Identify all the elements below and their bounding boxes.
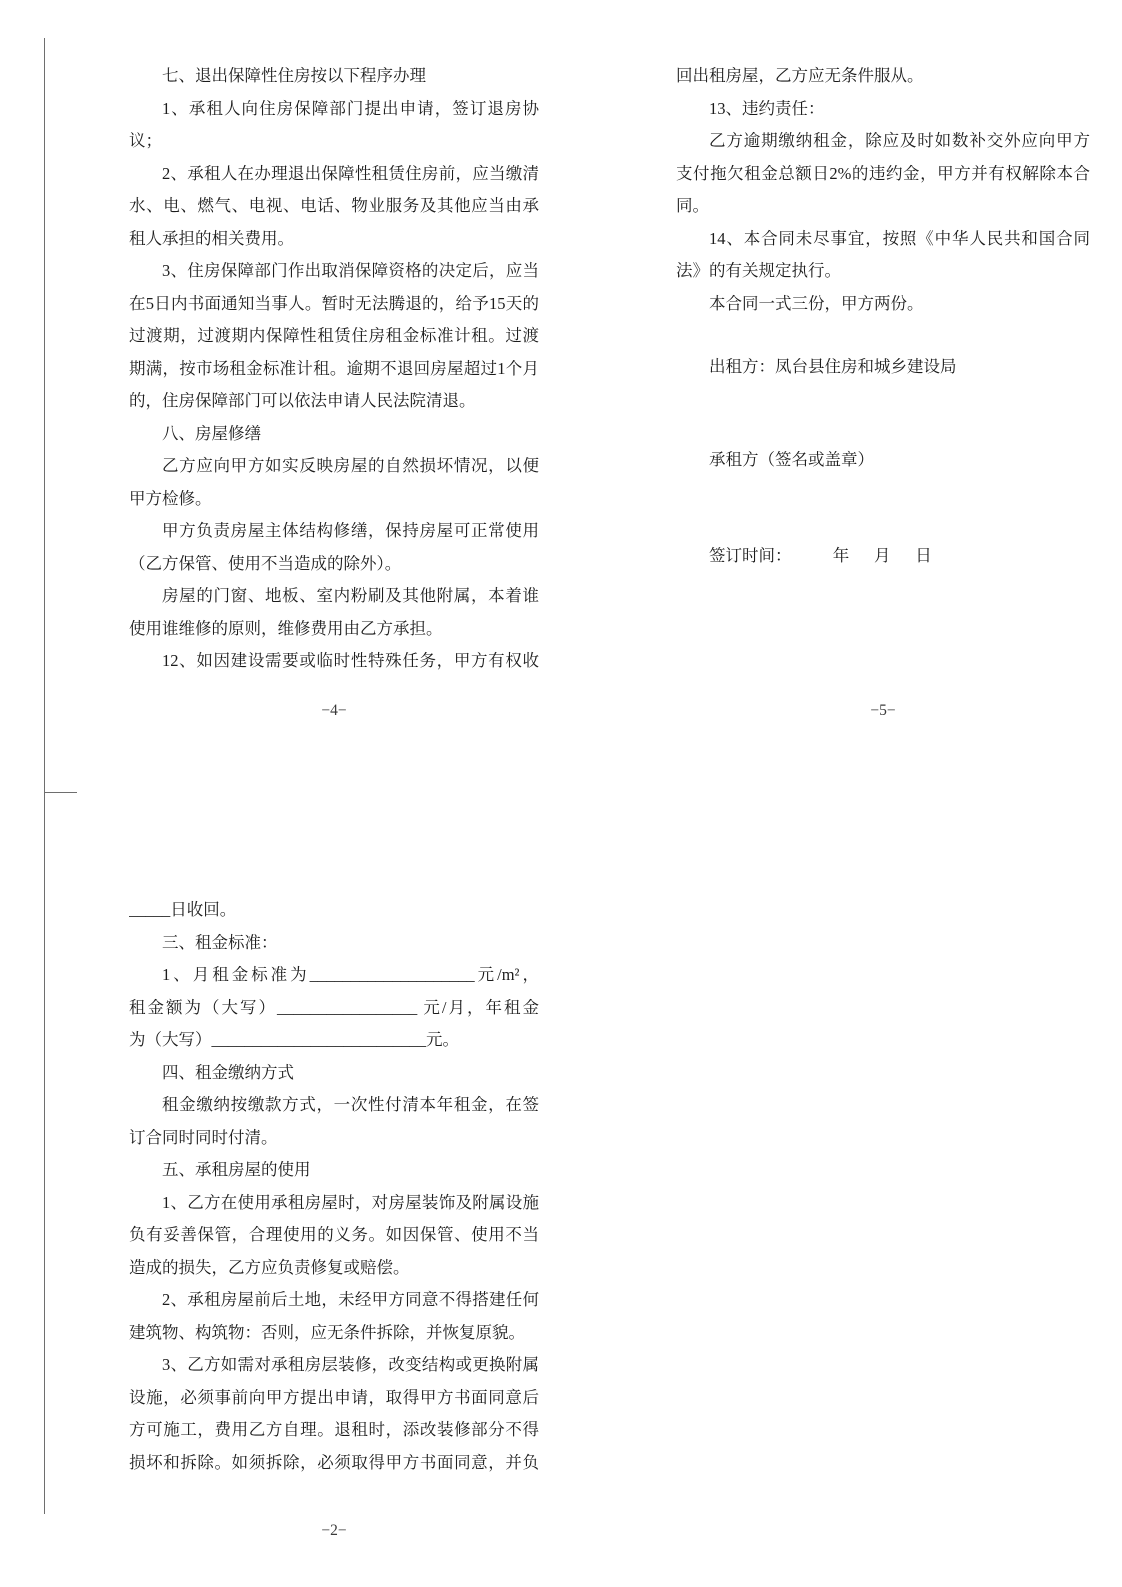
text-line: 水、电、燃气、电视、电话、物业服务及其他应当由承: [129, 196, 539, 215]
text-line: 回出租房屋，乙方应无条件服从。: [676, 66, 924, 85]
text-line: 法》的有关规定执行。: [676, 261, 841, 280]
text-line: 乙方逾期缴纳租金，除应及时如数补交外应向甲方: [709, 131, 1090, 150]
text-line: 14、本合同未尽事宜，按照《中华人民共和国合同: [709, 228, 1090, 248]
text-line: 租人承担的相关费用。: [129, 228, 294, 248]
text-line: 3、乙方如需对承租房层装修，改变结构或更换附属: [162, 1355, 539, 1374]
text-line: 订合同时同时付清。: [129, 1127, 278, 1147]
page-4-column: [129, 60, 539, 722]
text-line: 在5日内书面通知当事人。暂时无法腾退的，给予15天的: [129, 293, 539, 313]
blank-fill-line: 租金额为（大写）_________________ 元/月，年租金: [129, 997, 539, 1017]
text-line: 期满，按市场租金标准计租。逾期不退回房屋超过1个月: [129, 358, 539, 378]
text-line: 损坏和拆除。如须拆除，必须取得甲方书面同意，并负: [129, 1452, 539, 1472]
text-line: 方可施工，费用乙方自理。退租时，添改装修部分不得: [129, 1420, 539, 1439]
text-line: 租金缴纳按缴款方式，一次性付清本年租金，在签: [162, 1095, 539, 1114]
text-line: 建筑物、构筑物：否则，应无条件拆除，并恢复原貌。: [129, 1322, 525, 1342]
section-heading: 四、租金缴纳方式: [162, 1062, 294, 1082]
page-number: −5−: [870, 702, 896, 719]
text-line: 设施，必须事前向甲方提出申请，取得甲方书面同意后: [129, 1387, 539, 1407]
text-line: 负有妥善保管，合理使用的义务。如因保管、使用不当: [129, 1225, 539, 1244]
text-line: 七、退出保障性住房按以下程序办理: [162, 66, 426, 85]
text-line: 同。: [676, 196, 709, 215]
section-heading: 五、承租房屋的使用: [162, 1160, 311, 1179]
text-line: 乙方应向甲方如实反映房屋的自然损坏情况，以便: [162, 456, 539, 475]
text-line: 2、承租房屋前后土地，未经甲方同意不得搭建任何: [162, 1290, 539, 1309]
lessee-signature-line: 承租方（签名或盖章）: [709, 449, 874, 469]
text-line: （乙方保管、使用不当造成的除外）。: [129, 553, 402, 573]
page-number: −4−: [321, 702, 347, 719]
margin-tick: [44, 792, 77, 793]
text-line: 甲方检修。: [129, 488, 212, 508]
text-line: 1、乙方在使用承租房屋时，对房屋装饰及附属设施: [162, 1192, 539, 1212]
section-heading: 八、房屋修缮: [162, 423, 261, 443]
text-line: 的，住房保障部门可以依法申请人民法院清退。: [129, 391, 476, 410]
text-line: 2、承租人在办理退出保障性租赁住房前，应当缴清: [162, 163, 539, 183]
text-line: 12、如因建设需要或临时性特殊任务，甲方有权收: [162, 651, 539, 670]
text-line: 支付拖欠租金总额日2%的违约金，甲方并有权解除本合: [676, 163, 1090, 183]
text-line: 甲方负责房屋主体结构修缮，保持房屋可正常使用: [162, 521, 539, 540]
page-5-column: [676, 60, 1090, 722]
lessor-line: 出租方：凤台县住房和城乡建设局: [709, 357, 957, 376]
section-heading: 13、违约责任：: [709, 98, 825, 118]
text-line: 房屋的门窗、地板、室内粉刷及其他附属，本着谁: [162, 586, 539, 605]
blank-fill-line: 为（大写）__________________________元。: [129, 1030, 459, 1049]
page-number: −2−: [321, 1522, 347, 1539]
text-line: 造成的损失，乙方应负责修复或赔偿。: [129, 1257, 410, 1277]
text-line: 过渡期，过渡期内保障性租赁住房租金标准计租。过渡: [129, 326, 539, 345]
page-2-column: [129, 894, 539, 1542]
text-line: 1、承租人向住房保障部门提出申请，签订退房协: [162, 98, 539, 118]
text-line: 本合同一式三份，甲方两份。: [709, 293, 924, 313]
text-line: _____日收回。: [129, 900, 237, 919]
text-line: 3、住房保障部门作出取消保障资格的决定后，应当: [162, 261, 539, 280]
blank-fill-line: 1、月租金标准为____________________元/m²，: [162, 965, 539, 984]
text-line: 议；: [129, 131, 162, 150]
left-margin-rule: [44, 38, 45, 1514]
section-heading: 三、租金标准：: [162, 932, 278, 952]
signing-date-line: 签订时间： 年 月 日: [709, 546, 932, 565]
text-line: 使用谁维修的原则，维修费用由乙方承担。: [129, 618, 443, 638]
